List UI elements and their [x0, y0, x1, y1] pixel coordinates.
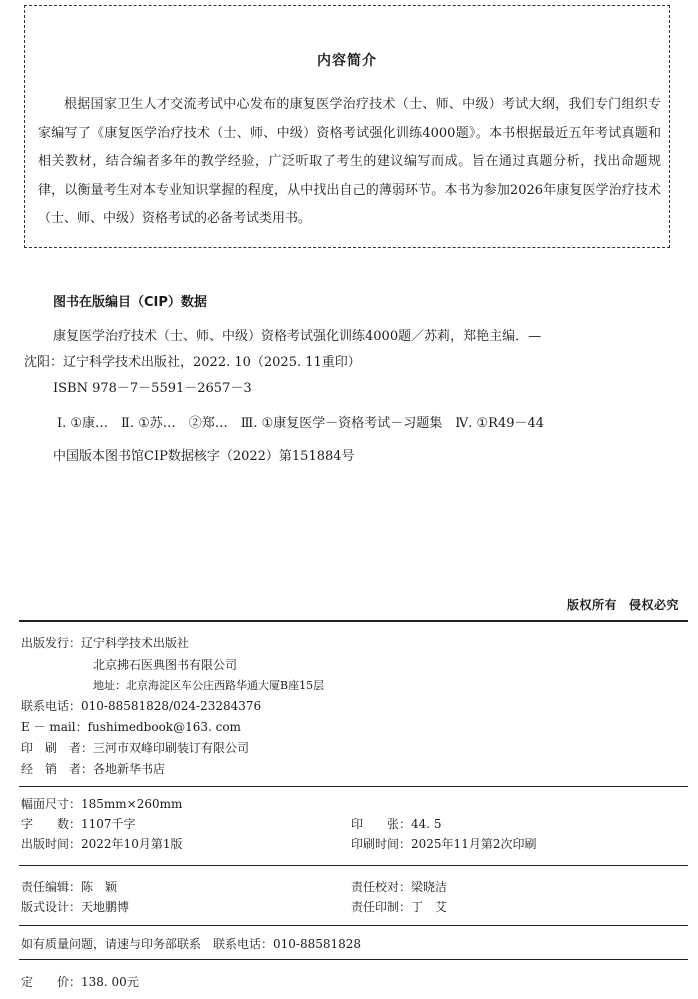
all-rights-reserved: 版权所有	[566, 598, 617, 612]
cip-classification: Ⅰ. ①康… Ⅱ. ①苏… ②郑… Ⅲ. ①康复医学－资格考试－习题集 Ⅳ. ①R49－44	[57, 416, 545, 431]
sheets-label: 印 张：	[351, 817, 412, 831]
divider-staff	[19, 865, 688, 866]
cip-title-line: 康复医学治疗技术（士、师、中级）资格考试强化训练4000题／苏莉，郑艳主编．—	[53, 329, 542, 344]
print-time-value: 2025年11月第2次印刷	[411, 837, 537, 851]
price-value: 138. 00元	[81, 975, 139, 989]
price-row	[21, 973, 139, 990]
printer-row	[21, 739, 249, 756]
summary-body: 根据国家卫生人才交流考试中心发布的康复医学治疗技术（士、师、中级）考试大纲，我们专门组织专家编写了《康复医学治疗技术（士、师、中级）资格考试强化训练4000题》。本书根据最近五年考试真题和相关教材，结合编者多年的教学经验，广泛听取了考生的建议编写而成。旨在通过真题分析，找出命题规律，以衡量考生对本专业知识掌握的程度，从中找出自己的薄弱环节。本书为参加2026年康复医学治疗技术（士、师、中级）资格考试的必备考试类用书。	[38, 97, 661, 226]
printing-label: 责任印制：	[351, 900, 412, 914]
printing-value: 丁 艾	[411, 900, 448, 914]
phone-row	[21, 697, 261, 714]
distributor-label: 经 销 者：	[21, 762, 94, 776]
proofreader-row	[351, 878, 447, 895]
printing-row	[351, 898, 447, 915]
pub-time-label: 出版时间：	[21, 837, 82, 851]
design-label: 版式设计：	[21, 900, 82, 914]
price-label: 定 价：	[21, 975, 82, 989]
print-time-row	[351, 835, 536, 852]
proofreader-value: 梁晓洁	[411, 880, 448, 894]
summary-title: 内容简介	[317, 53, 377, 69]
size-row	[21, 795, 182, 812]
infringement-notice: 侵权必究	[628, 598, 679, 612]
email-value: fushimedbook@163. com	[87, 720, 241, 734]
publisher-address: 地址：北京海淀区车公庄西路华通大厦B座15层	[93, 679, 325, 692]
editor-label: 责任编辑：	[21, 880, 82, 894]
printer-label: 印 刷 者：	[21, 741, 94, 755]
quality-note: 如有质量问题，请速与印务部联系 联系电话：010-88581828	[21, 937, 362, 951]
words-label: 字 数：	[21, 817, 82, 831]
cip-isbn: ISBN 978－7－5591－2657－3	[53, 381, 252, 396]
divider-specs	[19, 786, 688, 787]
publisher-row	[21, 634, 189, 651]
email-label: E － mail：	[21, 720, 88, 734]
rights-statement	[567, 596, 679, 613]
pub-time-value: 2022年10月第1版	[81, 837, 183, 851]
cip-heading: 图书在版编目（CIP）数据	[53, 295, 207, 310]
phone-value: 010-88581828/024-23284376	[81, 699, 262, 713]
distributor-row	[21, 760, 165, 777]
print-time-label: 印刷时间：	[351, 837, 412, 851]
sheets-row	[351, 815, 442, 832]
editor-row	[21, 878, 117, 895]
divider-top	[19, 620, 688, 622]
divider-price	[19, 959, 688, 960]
publisher-value: 辽宁科学技术出版社	[81, 636, 190, 650]
size-value: 185mm×260mm	[81, 797, 183, 811]
cip-publisher-line: 沈阳：辽宁科学技术出版社，2022. 10（2025. 11重印）	[24, 355, 361, 370]
pub-time-row	[21, 835, 182, 852]
editor-value: 陈 颖	[81, 880, 118, 894]
words-value: 1107千字	[81, 817, 136, 831]
proofreader-label: 责任校对：	[351, 880, 412, 894]
sheets-value: 44. 5	[411, 817, 442, 831]
design-row	[21, 898, 129, 915]
co-publisher: 北京拂石医典图书有限公司	[93, 658, 238, 672]
phone-label: 联系电话：	[21, 699, 82, 713]
words-row	[21, 815, 136, 832]
divider-quality	[19, 925, 688, 926]
size-label: 幅面尺寸：	[21, 797, 82, 811]
distributor-value: 各地新华书店	[93, 762, 166, 776]
publisher-label: 出版发行：	[21, 636, 82, 650]
printer-value: 三河市双峰印刷装订有限公司	[93, 741, 250, 755]
email-row	[21, 718, 241, 735]
cip-library-number: 中国版本图书馆CIP数据核字（2022）第151884号	[53, 449, 355, 464]
summary-box	[24, 5, 670, 248]
design-value: 天地鹏博	[81, 900, 130, 914]
